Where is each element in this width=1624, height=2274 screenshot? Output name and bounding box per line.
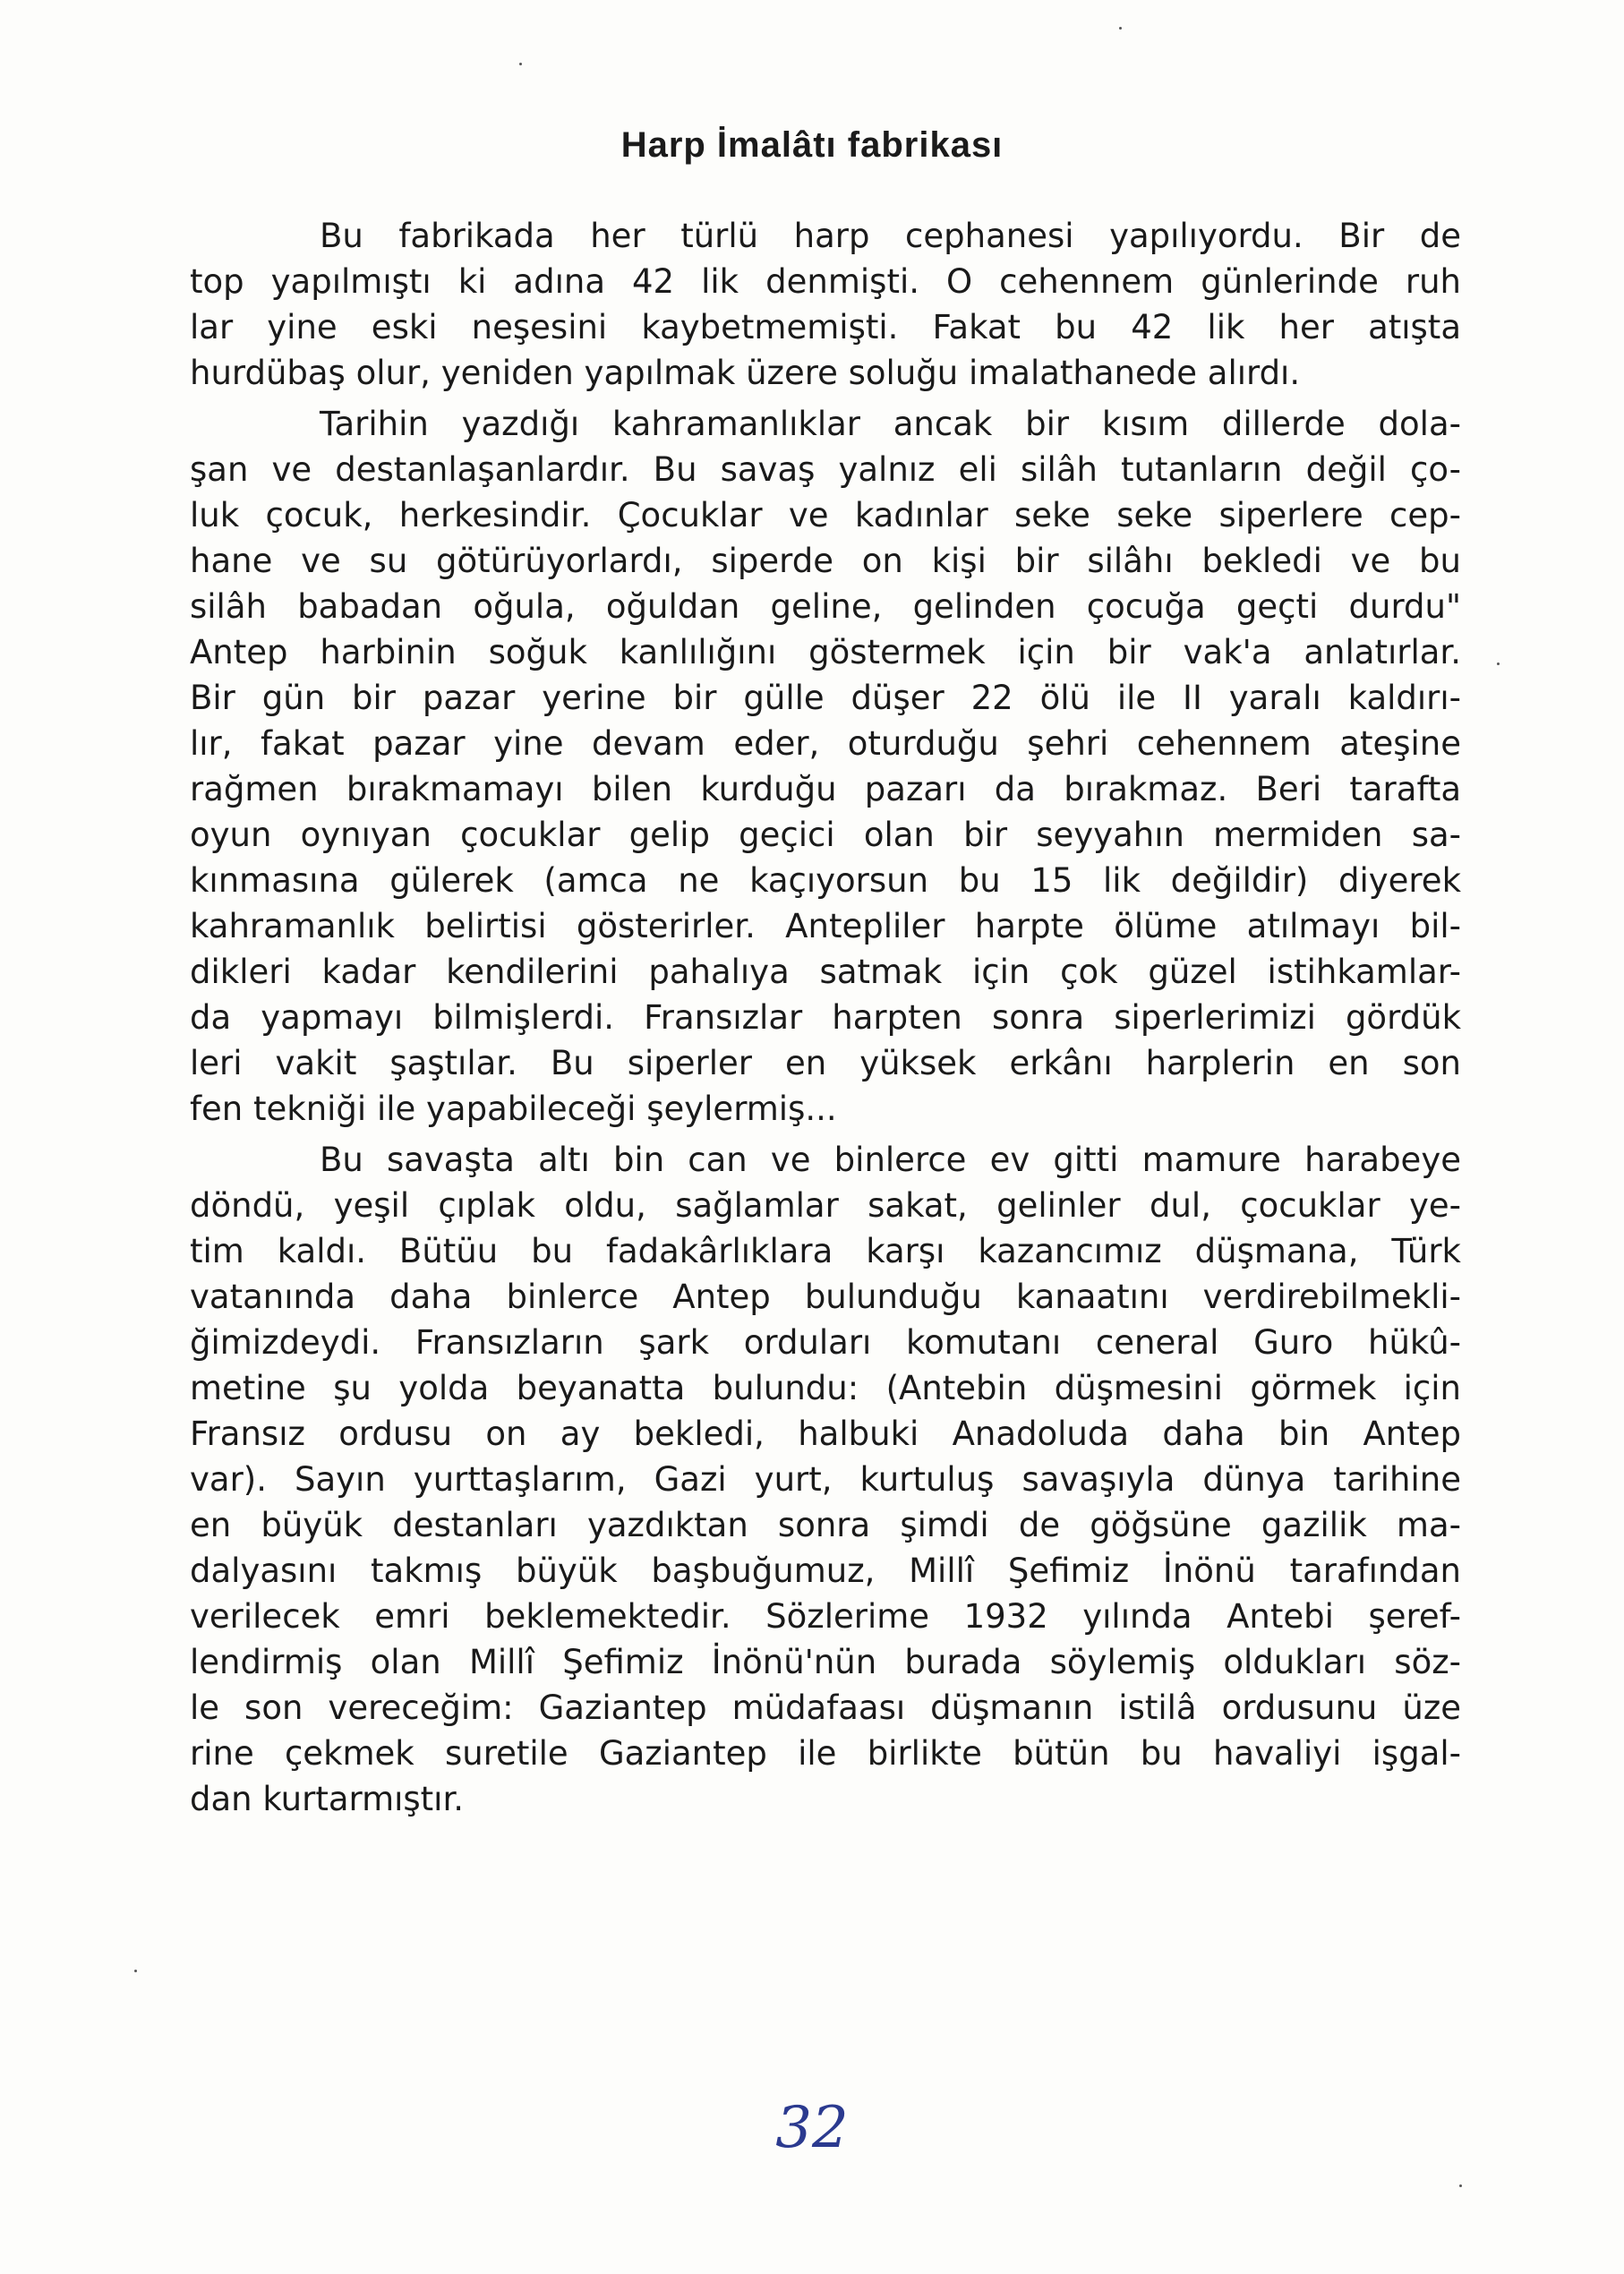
scan-speck xyxy=(1497,663,1500,665)
text-line: Bu savaşta altı bin can ve binlerce ev gitti mamure harabeye xyxy=(320,1141,1461,1179)
paragraph xyxy=(190,401,1461,1132)
text-line: luk çocuk, herkesindir. Çocuklar ve kadınlar seke seke siperlere cep- xyxy=(190,496,1461,534)
text-line: leri vakit şaştılar. Bu siperler en yüksek erkânı harplerin en son xyxy=(190,1044,1461,1082)
text-line: vatanında daha binlerce Antep bulunduğu kanaatını verdirebilmekli- xyxy=(190,1278,1461,1316)
text-line: Bir gün bir pazar yerine bir gülle düşer 22 ölü ile II yaralı kaldırı- xyxy=(190,679,1461,717)
text-line: döndü, yeşil çıplak oldu, sağlamlar sakat, gelinler dul, çocuklar ye- xyxy=(190,1186,1461,1225)
text-line: lır, fakat pazar yine devam eder, oturduğu şehri cehennem ateşine xyxy=(190,724,1461,763)
text-line: le son vereceğim: Gaziantep müdafaası düşmanın istilâ ordusunu üze xyxy=(190,1688,1461,1727)
text-line: rağmen bırakmamayı bilen kurduğu pazarı da bırakmaz. Beri tarafta xyxy=(190,770,1461,808)
text-line: lendirmiş olan Millî Şefimiz İnönü'nün burada söylemiş oldukları söz- xyxy=(190,1643,1461,1681)
paragraph xyxy=(190,1137,1461,1822)
scan-speck xyxy=(1119,27,1122,30)
scan-speck xyxy=(134,1970,137,1972)
text-line: silâh babadan oğula, oğuldan geline, gelinden çocuğa geçti durdu" xyxy=(190,587,1461,626)
text-line: dan kurtarmıştır. xyxy=(190,1780,465,1818)
text-line: hane ve su götürüyorlardı, siperde on kişi bir silâhı bekledi ve bu xyxy=(190,542,1461,580)
text-line: kahramanlık belirtisi gösterirler. Antepliler harpte ölüme atılmayı bil- xyxy=(190,907,1461,945)
text-line: rine çekmek suretile Gaziantep ile birlikte bütün bu havaliyi işgal- xyxy=(190,1734,1461,1773)
text-line: var). Sayın yurttaşlarım, Gazi yurt, kurtuluş savaşıyla dünya tarihine xyxy=(190,1460,1461,1499)
page-title: Harp İmalâtı fabrikası xyxy=(620,125,1004,165)
text-line: hurdübaş olur, yeniden yapılmak üzere soluğu imalathanede alırdı. xyxy=(190,354,1301,392)
text-line: Bu fabrikada her türlü harp cephanesi yapılıyordu. Bir de xyxy=(320,217,1461,255)
text-line: Antep harbinin soğuk kanlılığını göstermek için bir vak'a anlatırlar. xyxy=(190,633,1461,671)
text-line: kınmasına gülerek (amca ne kaçıyorsun bu 15 lik değildir) diyerek xyxy=(190,861,1461,900)
text-line: şan ve destanlaşanlardır. Bu savaş yalnız eli silâh tutanların değil ço- xyxy=(190,450,1461,489)
text-line: Fransız ordusu on ay bekledi, halbuki Anadoluda daha bin Antep xyxy=(190,1415,1461,1453)
text-line: tim kaldı. Bütüu bu fadakârlıklara karşı kazancımız düşmana, Türk xyxy=(190,1232,1461,1270)
text-line: metine şu yolda beyanatta bulundu: (Antebin düşmesini görmek için xyxy=(190,1369,1461,1407)
text-line: fen tekniği ile yapabileceği şeylermiş... xyxy=(190,1090,837,1128)
scan-speck xyxy=(519,63,522,65)
scan-speck xyxy=(1459,2184,1462,2187)
text-line: ğimizdeydi. Fransızların şark orduları komutanı ceneral Guro hükû- xyxy=(190,1323,1461,1362)
text-line: top yapılmıştı ki adına 42 lik denmişti. O cehennem günlerinde ruh xyxy=(190,262,1461,301)
page-number: 32 xyxy=(775,2095,849,2161)
paragraph xyxy=(190,213,1461,396)
body-text xyxy=(190,213,1461,1822)
text-line: verilecek emri beklemektedir. Sözlerime 1932 yılında Antebi şeref- xyxy=(190,1597,1461,1636)
text-line: dikleri kadar kendilerini pahalıya satmak için çok güzel istihkamlar- xyxy=(190,953,1461,991)
text-line: en büyük destanları yazdıktan sonra şimdi de göğsüne gazilik ma- xyxy=(190,1506,1461,1544)
text-line: da yapmayı bilmişlerdi. Fransızlar harpten sonra siperlerimizi gördük xyxy=(190,998,1461,1037)
text-line: Tarihin yazdığı kahramanlıklar ancak bir kısım dillerde dola- xyxy=(320,405,1461,443)
text-line: lar yine eski neşesini kaybetmemişti. Fakat bu 42 lik her atışta xyxy=(190,308,1461,346)
text-line: dalyasını takmış büyük başbuğumuz, Millî Şefimiz İnönü tarafından xyxy=(190,1552,1461,1590)
text-line: oyun oynıyan çocuklar gelip geçici olan bir seyyahın mermiden sa- xyxy=(190,816,1461,854)
